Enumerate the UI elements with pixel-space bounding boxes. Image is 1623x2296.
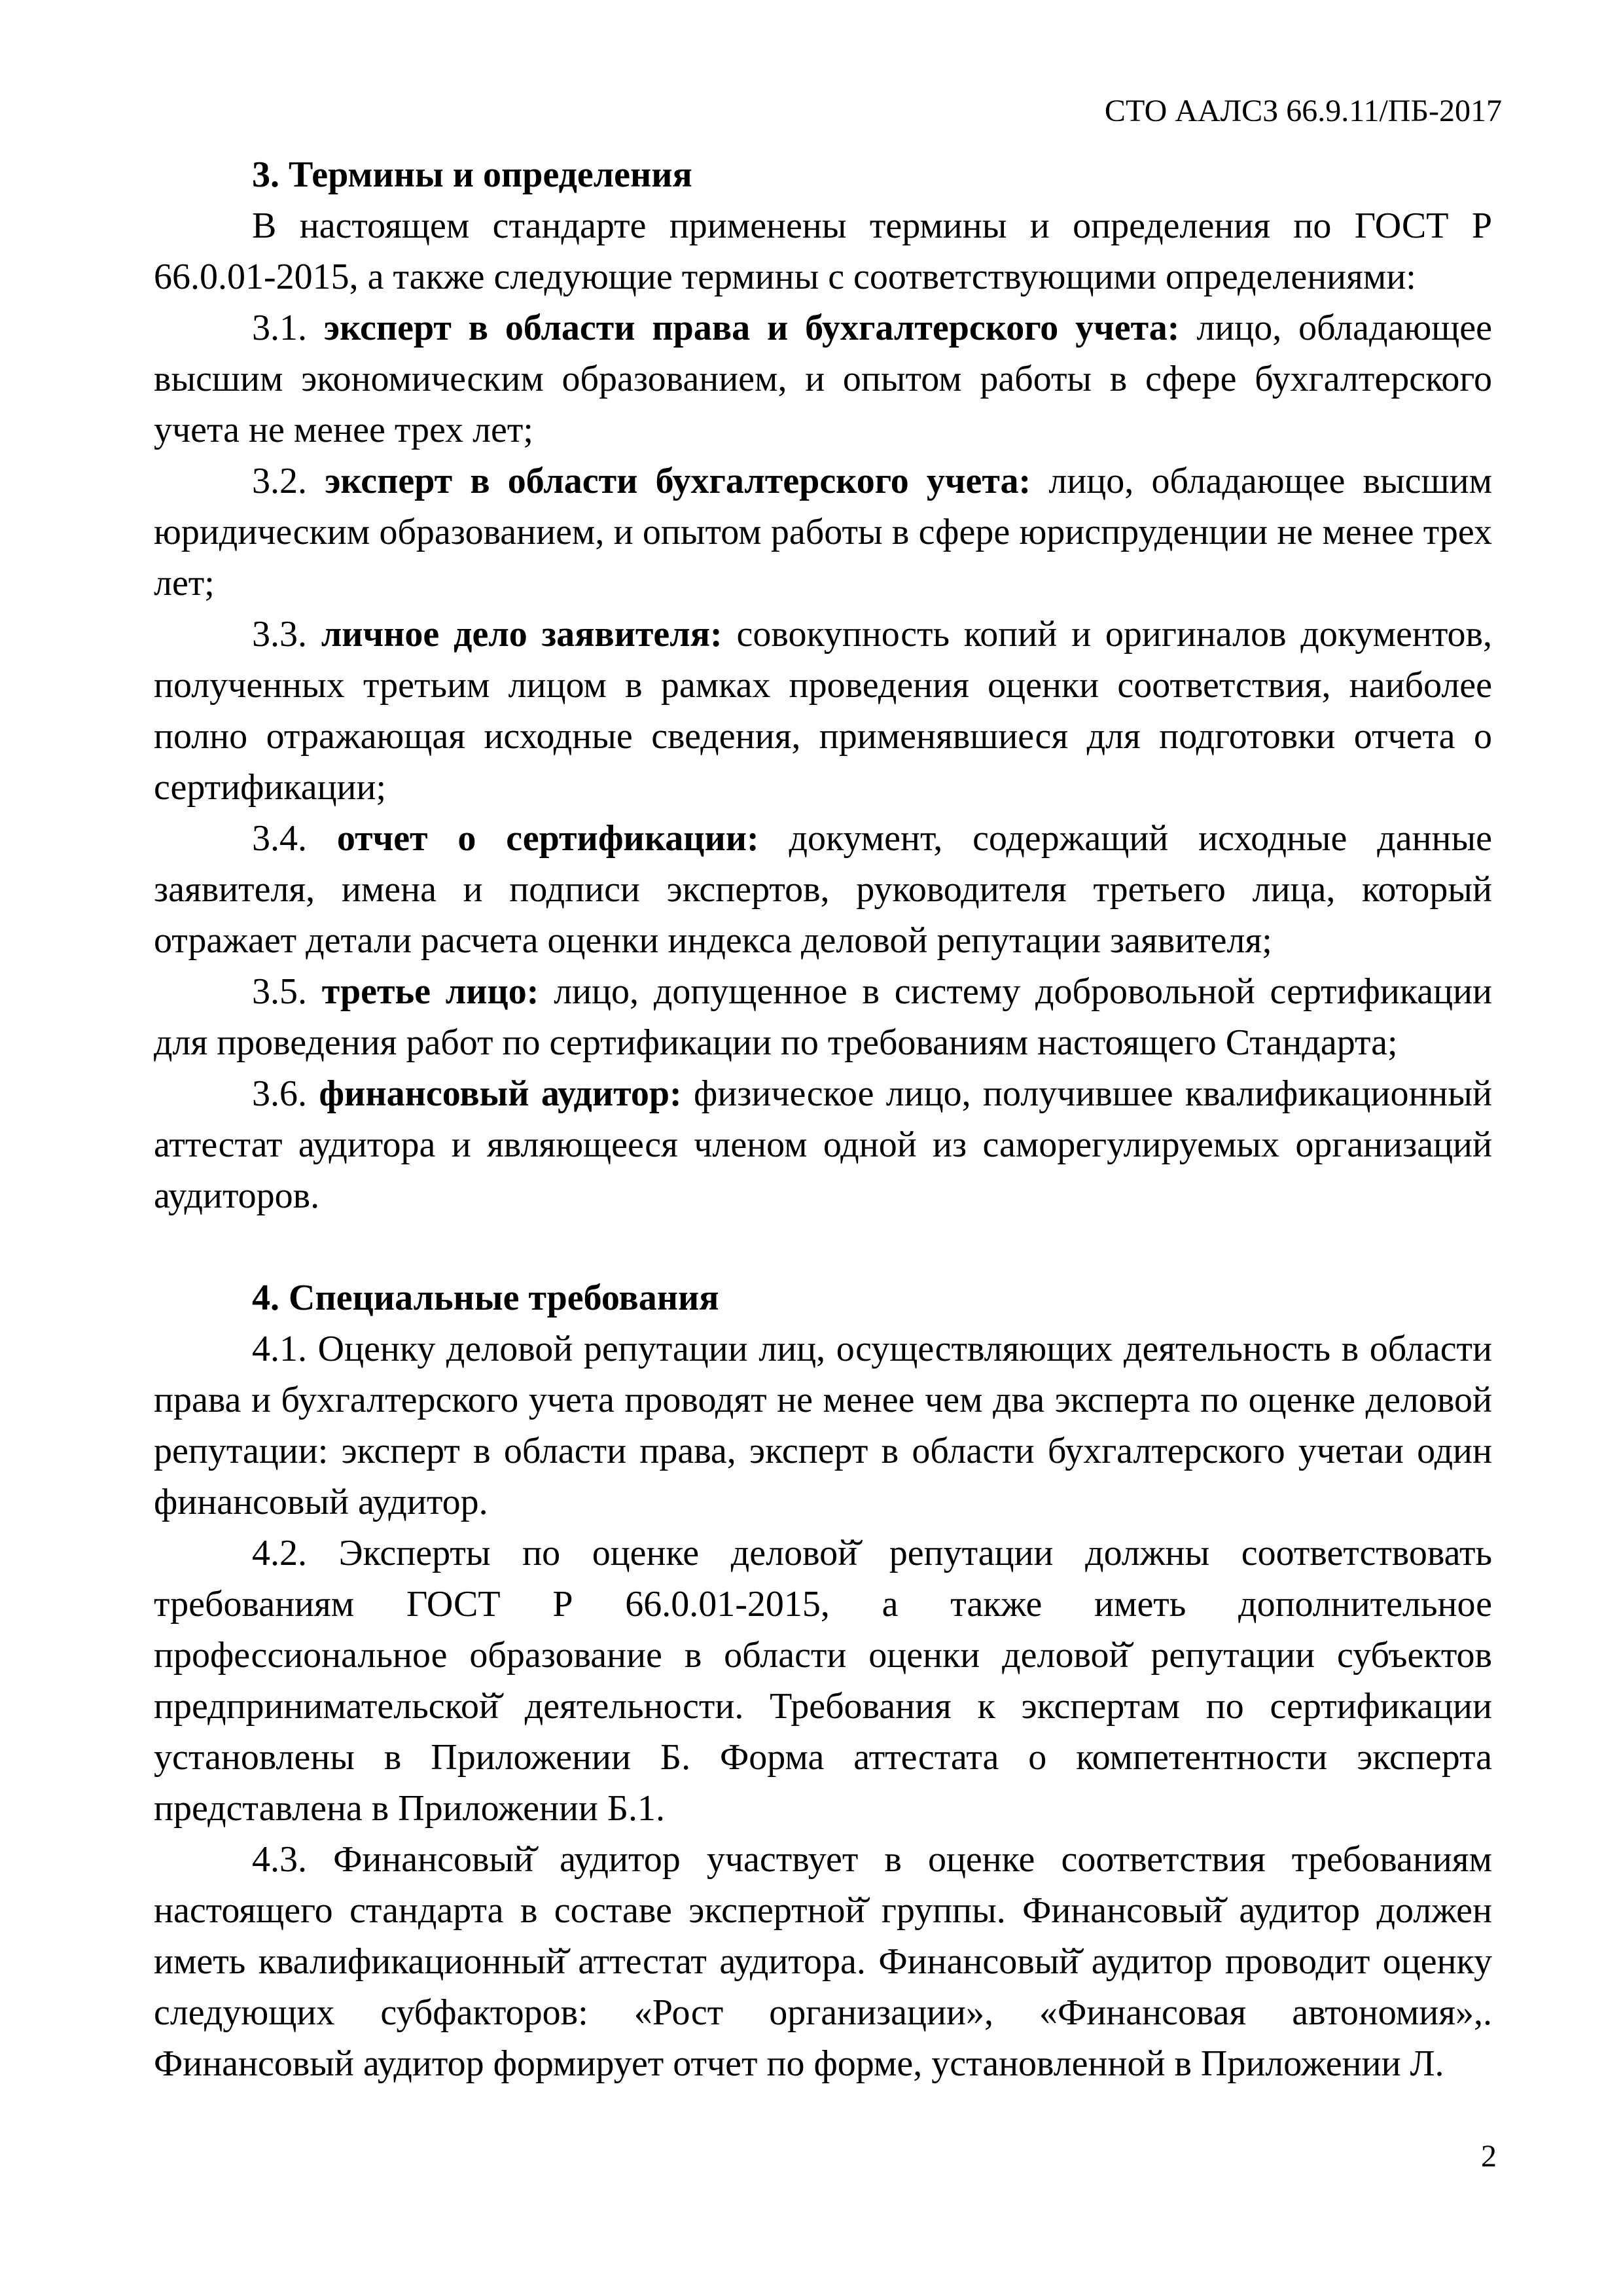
page-number: 2 bbox=[1481, 2139, 1497, 2174]
definition-text: лицо, допущенное в систему добровольной сертификации для проведения работ по сертификации по требованиям настоящего Стандарта; bbox=[154, 971, 1492, 1063]
definition-number: 3.4. bbox=[252, 818, 337, 859]
section-4-heading: 4. Специальные требования bbox=[252, 1278, 719, 1318]
definition-term: третье лицо: bbox=[321, 971, 539, 1012]
definition-3-3 bbox=[154, 609, 1492, 813]
section-spacer bbox=[154, 1221, 1492, 1272]
definition-term: финансовый аудитор: bbox=[319, 1073, 682, 1114]
definition-3-6 bbox=[154, 1068, 1492, 1221]
document-body bbox=[154, 149, 1492, 2089]
definition-3-1 bbox=[154, 302, 1492, 456]
definition-term: личное дело заявителя: bbox=[321, 614, 722, 655]
definition-number: 3.5. bbox=[252, 971, 322, 1012]
definition-text: физическое лицо, получившее квалификационный аттестат аудитора и являющееся членом одной из саморегулируемых организаций аудиторов. bbox=[154, 1073, 1492, 1216]
definition-text: совокупность копий и оригиналов документов, полученных третьим лицом в рамках проведения оценки соответствия, наиболее полно отражающая исходные сведения, применявшиеся для подготовки отчета о сертификации; bbox=[154, 614, 1493, 808]
definition-number: 3.1. bbox=[252, 308, 324, 348]
definition-number: 3.2. bbox=[252, 461, 325, 501]
definition-text: лицо, обладающее высшим юридическим образованием, и опытом работы в сфере юриспруденции не менее трех лет; bbox=[154, 461, 1493, 603]
definition-term: отчет о сертификации: bbox=[336, 818, 759, 859]
definition-text: документ, содержащий исходные данные заявителя, имена и подписи экспертов, руководителя третьего лица, который отражает детали расчета оценки индекса деловой репутации заявителя; bbox=[154, 818, 1493, 961]
definition-term: эксперт в области бухгалтерского учета: bbox=[325, 461, 1031, 501]
definition-term: эксперт в области права и бухгалтерского учета: bbox=[323, 308, 1180, 348]
clause-4-2: 4.2. Эксперты по оценке деловой̆ репутации должны соответствовать требованиям ГОСТ Р 66.0.01-2015, а также иметь дополнительное профессиональное образование в области оценки деловой̆ репутации субъектов предпринимательской̆ деятельности. Требования к экспертам по сертификации установлены в Приложении Б. Форма аттестата о компетентности эксперта представлена в Приложении Б.1. bbox=[154, 1533, 1492, 1829]
definition-number: 3.6. bbox=[252, 1073, 319, 1114]
definition-3-4 bbox=[154, 813, 1492, 966]
definition-text: лицо, обладающее высшим экономическим образованием, и опытом работы в сфере бухгалтерского учета не менее трех лет; bbox=[154, 308, 1492, 450]
section-3-intro: В настоящем стандарте применены термины и определения по ГОСТ Р 66.0.01-2015, а также следующие термины с соответствующими определениями: bbox=[154, 206, 1492, 297]
document-header: СТО ААЛСЗ 66.9.11/ПБ-2017 bbox=[1104, 94, 1502, 128]
definition-number: 3.3. bbox=[252, 614, 321, 655]
clause-4-1: 4.1. Оценку деловой репутации лиц, осуществляющих деятельность в области права и бухгалтерского учета проводят не менее чем два эксперта по оценке деловой репутации: эксперт в области права, эксперт в области бухгалтерского учетаи один финансовый аудитор. bbox=[154, 1329, 1492, 1522]
definition-3-2 bbox=[154, 456, 1492, 609]
clause-4-3: 4.3. Финансовый̆ аудитор участвует в оценке соответствия требованиям настоящего стандарта в составе экспертной̆ группы. Финансовый̆ аудитор должен иметь квалификационный̆ аттестат аудитора. Финансовый̆ аудитор проводит оценку следующих субфакторов: «Рост организации», «Финансовая автономия»,. Финансовый аудитор формирует отчет по форме, установленной в Приложении Л. bbox=[154, 1839, 1492, 2084]
definition-3-5 bbox=[154, 966, 1492, 1068]
section-3-heading: 3. Термины и определения bbox=[252, 154, 692, 195]
